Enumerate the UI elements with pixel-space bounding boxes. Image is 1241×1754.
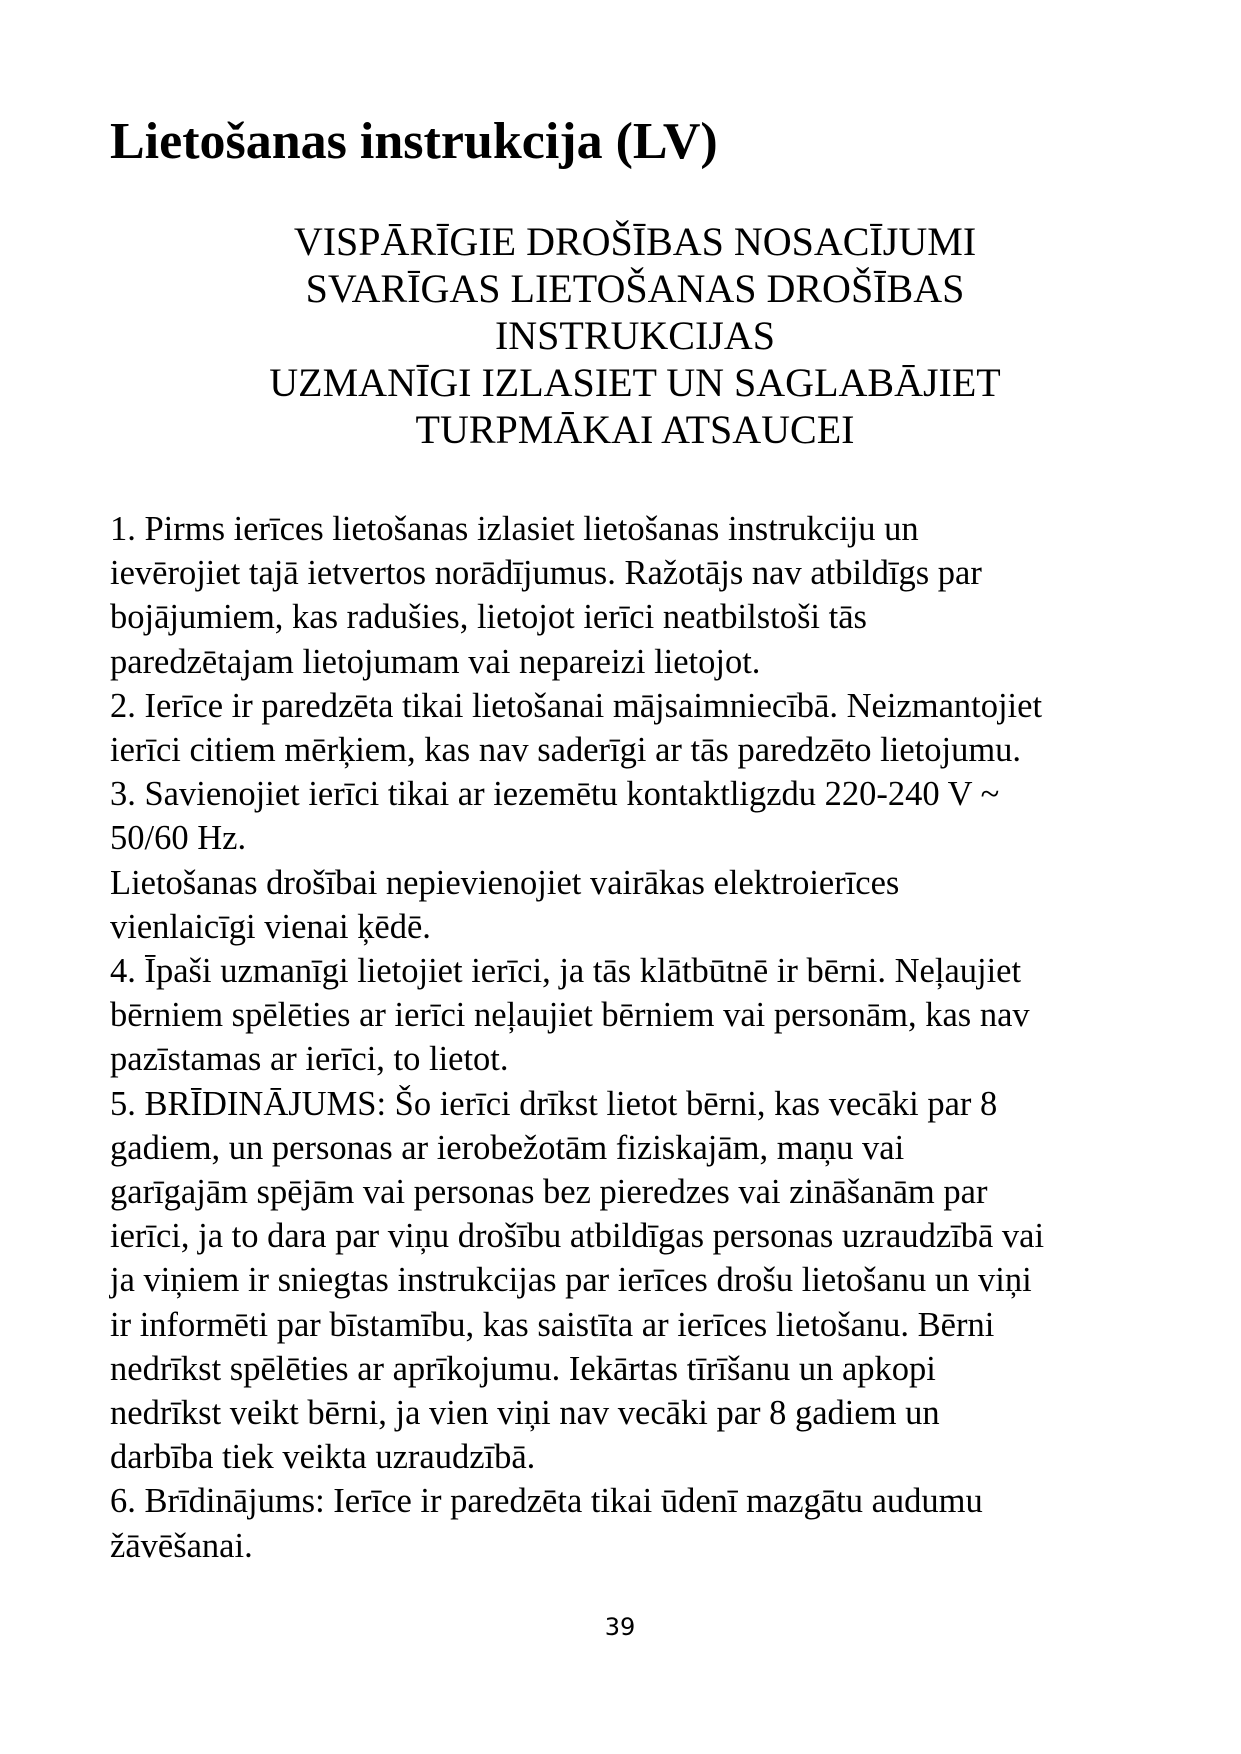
instruction-line: gadiem, un personas ar ierobežotām fiziskajām, maņu vai	[110, 1128, 905, 1167]
instruction-line: bērniem spēlēties ar ierīci neļaujiet bērniem vai personām, kas nav	[110, 996, 1030, 1035]
safety-heading-line: UZMANĪGI IZLASIET UN SAGLABĀJIET	[269, 360, 1001, 405]
safety-heading-line: TURPMĀKAI ATSAUCEI	[415, 407, 855, 452]
safety-heading-line: SVARĪGAS LIETOŠANAS DROŠĪBAS	[305, 266, 965, 311]
instruction-line: 6. Brīdinājums: Ierīce ir paredzēta tikai ūdenī mazgātu audumu	[110, 1482, 983, 1521]
instruction-line: bojājumiem, kas radušies, lietojot ierīci neatbilstoši tās	[110, 598, 867, 637]
safety-heading	[110, 218, 1160, 453]
instruction-line: 3. Savienojiet ierīci tikai ar iezemētu kontaktligzdu 220-240 V ~	[110, 775, 1000, 814]
instruction-line: 2. Ierīce ir paredzēta tikai lietošanai mājsaimniecībā. Neizmantojiet	[110, 686, 1043, 725]
instruction-line: žāvēšanai.	[110, 1526, 253, 1565]
document-title: Lietošanas instrukcija (LV)	[110, 113, 718, 170]
instruction-line: 50/60 Hz.	[110, 819, 247, 858]
instruction-line: garīgajām spējām vai personas bez pieredzes vai zināšanām par	[110, 1173, 988, 1212]
instruction-line: ir informēti par bīstamību, kas saistīta ar ierīces lietošanu. Bērni	[110, 1305, 995, 1344]
instruction-line: pazīstamas ar ierīci, to lietot.	[110, 1040, 509, 1079]
instruction-line: 1. Pirms ierīces lietošanas izlasiet lietošanas instrukciju un	[110, 510, 919, 548]
instruction-line: nedrīkst veikt bērni, ja vien viņi nav vecāki par 8 gadiem un	[110, 1394, 940, 1433]
safety-heading-line: VISPĀRĪGIE DROŠĪBAS NOSACĪJUMI	[293, 219, 977, 264]
instruction-line: darbība tiek veikta uzraudzībā.	[110, 1438, 536, 1477]
instruction-line: 5. BRĪDINĀJUMS: Šo ierīci drīkst lietot bērni, kas vecāki par 8	[110, 1084, 998, 1123]
instructions-body	[110, 507, 1190, 1568]
instruction-line: paredzētajam lietojumam vai nepareizi lietojot.	[110, 642, 761, 681]
instruction-line: ierīci citiem mērķiem, kas nav saderīgi ar tās paredzēto lietojumu.	[110, 731, 1022, 770]
safety-heading-line: INSTRUKCIJAS	[494, 313, 776, 358]
instruction-line: 4. Īpaši uzmanīgi lietojiet ierīci, ja tās klātbūtnē ir bērni. Neļaujiet	[110, 952, 1022, 991]
instruction-line: vienlaicīgi vienai ķēdē.	[110, 907, 431, 946]
instruction-line: nedrīkst spēlēties ar aprīkojumu. Iekārtas tīrīšanu un apkopi	[110, 1349, 936, 1388]
instruction-line: Lietošanas drošībai nepievienojiet vairākas elektroierīces	[110, 863, 900, 902]
instruction-line: ja viņiem ir sniegtas instrukcijas par ierīces drošu lietošanu un viņi	[110, 1261, 1032, 1300]
instruction-line: ierīci, ja to dara par viņu drošību atbildīgas personas uzraudzībā vai	[110, 1217, 1045, 1256]
instruction-line: ievērojiet tajā ietvertos norādījumus. Ražotājs nav atbildīgs par	[110, 554, 982, 593]
page-number: 39	[604, 1613, 636, 1641]
